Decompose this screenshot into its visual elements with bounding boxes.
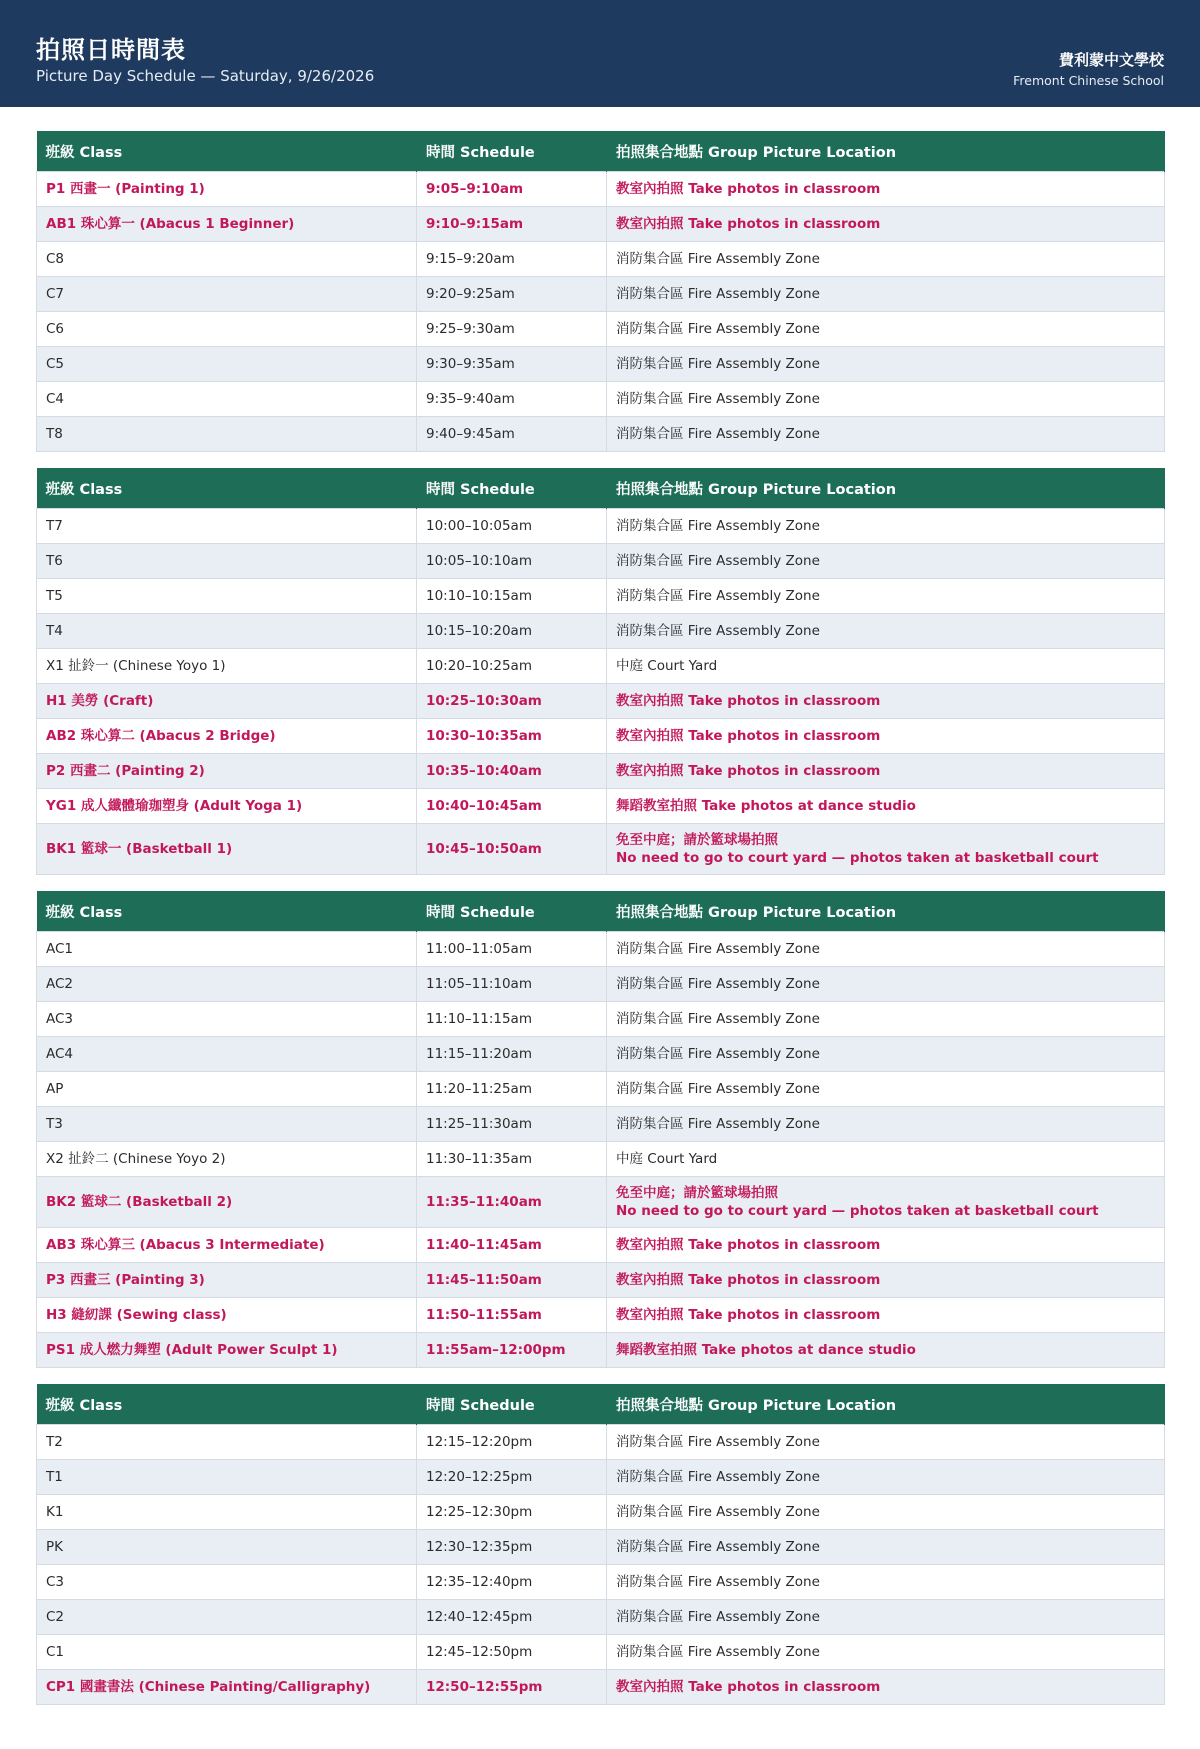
location-text: 消防集合區 Fire Assembly Zone xyxy=(616,1539,820,1555)
location-cell xyxy=(607,1425,1165,1460)
location-cell xyxy=(607,1107,1165,1142)
location-text: 消防集合區 Fire Assembly Zone xyxy=(616,1434,820,1450)
location-text: 消防集合區 Fire Assembly Zone xyxy=(616,518,820,534)
class-cell: C6 xyxy=(37,312,417,347)
time-cell: 11:40–11:45am xyxy=(417,1228,607,1263)
table-row xyxy=(37,1495,1165,1530)
location-cell xyxy=(607,242,1165,277)
class-cell: PS1 成人燃力舞塑 (Adult Power Sculpt 1) xyxy=(37,1333,417,1368)
table-row xyxy=(37,789,1165,824)
class-cell: C5 xyxy=(37,347,417,382)
location-text: 教室內拍照 Take photos in classroom xyxy=(616,1679,881,1695)
column-header-class: 班級 Class xyxy=(37,1384,417,1425)
column-header-schedule: 時間 Schedule xyxy=(417,891,607,932)
table-row xyxy=(37,1107,1165,1142)
class-cell: H3 縫紉課 (Sewing class) xyxy=(37,1298,417,1333)
time-cell: 11:45–11:50am xyxy=(417,1263,607,1298)
location-text: 消防集合區 Fire Assembly Zone xyxy=(616,1011,820,1027)
time-cell: 11:05–11:10am xyxy=(417,967,607,1002)
location-note: No need to go to court yard — photos taken at basketball court xyxy=(616,850,1099,866)
table-row xyxy=(37,684,1165,719)
location-cell xyxy=(607,719,1165,754)
time-cell: 9:05–9:10am xyxy=(417,172,607,207)
class-cell: T5 xyxy=(37,579,417,614)
table-row xyxy=(37,967,1165,1002)
class-cell: C1 xyxy=(37,1635,417,1670)
location-cell xyxy=(607,1228,1165,1263)
location-cell xyxy=(607,1298,1165,1333)
class-cell: T4 xyxy=(37,614,417,649)
table-row xyxy=(37,1228,1165,1263)
location-cell xyxy=(607,544,1165,579)
class-cell: AB2 珠心算二 (Abacus 2 Bridge) xyxy=(37,719,417,754)
column-header-schedule: 時間 Schedule xyxy=(417,1384,607,1425)
class-cell: T6 xyxy=(37,544,417,579)
column-header-location: 拍照集合地點 Group Picture Location xyxy=(607,468,1165,509)
table-row xyxy=(37,1530,1165,1565)
table-header-row xyxy=(37,891,1165,932)
location-cell xyxy=(607,1142,1165,1177)
table-row xyxy=(37,579,1165,614)
table-row xyxy=(37,1635,1165,1670)
table-row xyxy=(37,1670,1165,1705)
time-cell: 10:20–10:25am xyxy=(417,649,607,684)
column-header-class: 班級 Class xyxy=(37,891,417,932)
location-cell xyxy=(607,579,1165,614)
time-cell: 10:40–10:45am xyxy=(417,789,607,824)
class-cell: AB1 珠心算一 (Abacus 1 Beginner) xyxy=(37,207,417,242)
class-cell: C8 xyxy=(37,242,417,277)
time-cell: 12:20–12:25pm xyxy=(417,1460,607,1495)
time-cell: 11:35–11:40am xyxy=(417,1177,607,1228)
location-cell xyxy=(607,1460,1165,1495)
table-row xyxy=(37,277,1165,312)
school-name-zh: 費利蒙中文學校 xyxy=(1058,51,1164,69)
table-row xyxy=(37,1460,1165,1495)
location-cell xyxy=(607,509,1165,544)
location-text: 消防集合區 Fire Assembly Zone xyxy=(616,1504,820,1520)
schedule-table xyxy=(36,1384,1165,1705)
schedule-tables xyxy=(36,131,1164,1721)
location-text: 消防集合區 Fire Assembly Zone xyxy=(616,553,820,569)
location-cell xyxy=(607,754,1165,789)
location-text: 消防集合區 Fire Assembly Zone xyxy=(616,1081,820,1097)
table-row xyxy=(37,1037,1165,1072)
location-cell xyxy=(607,277,1165,312)
table-row xyxy=(37,1002,1165,1037)
time-cell: 9:35–9:40am xyxy=(417,382,607,417)
location-text: 免至中庭；請於籃球場拍照 xyxy=(616,832,778,848)
class-cell: AP xyxy=(37,1072,417,1107)
location-cell xyxy=(607,649,1165,684)
schedule-table xyxy=(36,891,1165,1368)
class-cell: P2 西畫二 (Painting 2) xyxy=(37,754,417,789)
table-row xyxy=(37,614,1165,649)
location-text: 消防集合區 Fire Assembly Zone xyxy=(616,1116,820,1132)
class-cell: K1 xyxy=(37,1495,417,1530)
class-cell: P1 西畫一 (Painting 1) xyxy=(37,172,417,207)
class-cell: YG1 成人纖體瑜珈塑身 (Adult Yoga 1) xyxy=(37,789,417,824)
location-cell xyxy=(607,1072,1165,1107)
class-cell: P3 西畫三 (Painting 3) xyxy=(37,1263,417,1298)
table-row xyxy=(37,1298,1165,1333)
time-cell: 10:35–10:40am xyxy=(417,754,607,789)
class-cell: X2 扯鈴二 (Chinese Yoyo 2) xyxy=(37,1142,417,1177)
location-text: 消防集合區 Fire Assembly Zone xyxy=(616,976,820,992)
time-cell: 9:20–9:25am xyxy=(417,277,607,312)
time-cell: 10:00–10:05am xyxy=(417,509,607,544)
location-text: 教室內拍照 Take photos in classroom xyxy=(616,181,881,197)
location-cell xyxy=(607,824,1165,875)
table-row xyxy=(37,207,1165,242)
time-cell: 9:25–9:30am xyxy=(417,312,607,347)
page-title: 拍照日時間表 xyxy=(36,36,186,64)
location-text: 教室內拍照 Take photos in classroom xyxy=(616,1237,881,1253)
class-cell: T1 xyxy=(37,1460,417,1495)
time-cell: 12:45–12:50pm xyxy=(417,1635,607,1670)
time-cell: 10:25–10:30am xyxy=(417,684,607,719)
class-cell: BK1 籃球一 (Basketball 1) xyxy=(37,824,417,875)
time-cell: 12:40–12:45pm xyxy=(417,1600,607,1635)
location-cell xyxy=(607,1263,1165,1298)
time-cell: 12:50–12:55pm xyxy=(417,1670,607,1705)
location-text: 教室內拍照 Take photos in classroom xyxy=(616,693,881,709)
class-cell: T3 xyxy=(37,1107,417,1142)
class-cell: CP1 國畫書法 (Chinese Painting/Calligraphy) xyxy=(37,1670,417,1705)
location-text: 教室內拍照 Take photos in classroom xyxy=(616,1272,881,1288)
location-text: 教室內拍照 Take photos in classroom xyxy=(616,1307,881,1323)
location-text: 消防集合區 Fire Assembly Zone xyxy=(616,941,820,957)
location-text: 消防集合區 Fire Assembly Zone xyxy=(616,623,820,639)
time-cell: 11:25–11:30am xyxy=(417,1107,607,1142)
time-cell: 9:40–9:45am xyxy=(417,417,607,452)
table-row xyxy=(37,1072,1165,1107)
page-subtitle: Picture Day Schedule — Saturday, 9/26/2026 xyxy=(36,67,375,85)
class-cell: PK xyxy=(37,1530,417,1565)
class-cell: C3 xyxy=(37,1565,417,1600)
location-cell xyxy=(607,172,1165,207)
time-cell: 12:15–12:20pm xyxy=(417,1425,607,1460)
location-text: 消防集合區 Fire Assembly Zone xyxy=(616,1609,820,1625)
location-text: 消防集合區 Fire Assembly Zone xyxy=(616,1469,820,1485)
location-text: 舞蹈教室拍照 Take photos at dance studio xyxy=(616,1342,916,1358)
location-text: 中庭 Court Yard xyxy=(616,658,718,674)
page-header xyxy=(0,0,1200,107)
location-text: 消防集合區 Fire Assembly Zone xyxy=(616,391,820,407)
table-row xyxy=(37,649,1165,684)
time-cell: 11:30–11:35am xyxy=(417,1142,607,1177)
table-row xyxy=(37,1565,1165,1600)
column-header-location: 拍照集合地點 Group Picture Location xyxy=(607,1384,1165,1425)
time-cell: 11:15–11:20am xyxy=(417,1037,607,1072)
column-header-location: 拍照集合地點 Group Picture Location xyxy=(607,131,1165,172)
table-row xyxy=(37,1600,1165,1635)
table-header-row xyxy=(37,131,1165,172)
time-cell: 10:45–10:50am xyxy=(417,824,607,875)
table-row xyxy=(37,1142,1165,1177)
location-cell xyxy=(607,1495,1165,1530)
location-text: 消防集合區 Fire Assembly Zone xyxy=(616,426,820,442)
table-row xyxy=(37,347,1165,382)
table-header-row xyxy=(37,1384,1165,1425)
school-name xyxy=(1013,49,1164,88)
table-row xyxy=(37,312,1165,347)
location-text: 中庭 Court Yard xyxy=(616,1151,718,1167)
table-row xyxy=(37,824,1165,875)
table-row xyxy=(37,417,1165,452)
table-row xyxy=(37,1263,1165,1298)
class-cell: C2 xyxy=(37,1600,417,1635)
table-row xyxy=(37,509,1165,544)
location-note: No need to go to court yard — photos taken at basketball court xyxy=(616,1203,1099,1219)
location-cell xyxy=(607,1037,1165,1072)
table-row xyxy=(37,172,1165,207)
location-cell xyxy=(607,967,1165,1002)
location-cell xyxy=(607,417,1165,452)
class-cell: X1 扯鈴一 (Chinese Yoyo 1) xyxy=(37,649,417,684)
table-row xyxy=(37,1177,1165,1228)
school-name-en: Fremont Chinese School xyxy=(1013,73,1164,88)
location-cell xyxy=(607,1333,1165,1368)
column-header-schedule: 時間 Schedule xyxy=(417,468,607,509)
location-text: 消防集合區 Fire Assembly Zone xyxy=(616,588,820,604)
time-cell: 11:55am–12:00pm xyxy=(417,1333,607,1368)
location-cell xyxy=(607,789,1165,824)
time-cell: 11:20–11:25am xyxy=(417,1072,607,1107)
location-cell xyxy=(607,1670,1165,1705)
column-header-location: 拍照集合地點 Group Picture Location xyxy=(607,891,1165,932)
time-cell: 11:00–11:05am xyxy=(417,932,607,967)
location-text: 消防集合區 Fire Assembly Zone xyxy=(616,1644,820,1660)
location-text: 教室內拍照 Take photos in classroom xyxy=(616,216,881,232)
location-text: 消防集合區 Fire Assembly Zone xyxy=(616,1574,820,1590)
location-text: 舞蹈教室拍照 Take photos at dance studio xyxy=(616,798,916,814)
time-cell: 9:10–9:15am xyxy=(417,207,607,242)
location-cell xyxy=(607,1002,1165,1037)
class-cell: H1 美勞 (Craft) xyxy=(37,684,417,719)
location-text: 消防集合區 Fire Assembly Zone xyxy=(616,356,820,372)
location-text: 消防集合區 Fire Assembly Zone xyxy=(616,1046,820,1062)
location-text: 教室內拍照 Take photos in classroom xyxy=(616,763,881,779)
time-cell: 10:30–10:35am xyxy=(417,719,607,754)
class-cell: C7 xyxy=(37,277,417,312)
location-text: 消防集合區 Fire Assembly Zone xyxy=(616,321,820,337)
time-cell: 9:30–9:35am xyxy=(417,347,607,382)
schedule-table xyxy=(36,131,1165,452)
time-cell: 10:15–10:20am xyxy=(417,614,607,649)
time-cell: 11:10–11:15am xyxy=(417,1002,607,1037)
location-cell xyxy=(607,207,1165,242)
class-cell: BK2 籃球二 (Basketball 2) xyxy=(37,1177,417,1228)
time-cell: 11:50–11:55am xyxy=(417,1298,607,1333)
class-cell: AC4 xyxy=(37,1037,417,1072)
location-text: 消防集合區 Fire Assembly Zone xyxy=(616,286,820,302)
table-row xyxy=(37,932,1165,967)
class-cell: C4 xyxy=(37,382,417,417)
time-cell: 10:10–10:15am xyxy=(417,579,607,614)
location-text: 消防集合區 Fire Assembly Zone xyxy=(616,251,820,267)
table-row xyxy=(37,242,1165,277)
location-cell xyxy=(607,932,1165,967)
class-cell: AC1 xyxy=(37,932,417,967)
class-cell: T7 xyxy=(37,509,417,544)
table-row xyxy=(37,754,1165,789)
location-text: 免至中庭；請於籃球場拍照 xyxy=(616,1185,778,1201)
table-row xyxy=(37,1333,1165,1368)
table-row xyxy=(37,1425,1165,1460)
table-header-row xyxy=(37,468,1165,509)
location-cell xyxy=(607,1565,1165,1600)
time-cell: 12:25–12:30pm xyxy=(417,1495,607,1530)
class-cell: T2 xyxy=(37,1425,417,1460)
location-text: 教室內拍照 Take photos in classroom xyxy=(616,728,881,744)
schedule-table xyxy=(36,468,1165,875)
location-cell xyxy=(607,1635,1165,1670)
location-cell xyxy=(607,1177,1165,1228)
location-cell xyxy=(607,614,1165,649)
class-cell: AC2 xyxy=(37,967,417,1002)
table-row xyxy=(37,719,1165,754)
class-cell: T8 xyxy=(37,417,417,452)
time-cell: 9:15–9:20am xyxy=(417,242,607,277)
location-cell xyxy=(607,347,1165,382)
table-row xyxy=(37,382,1165,417)
location-cell xyxy=(607,1600,1165,1635)
location-cell xyxy=(607,382,1165,417)
column-header-schedule: 時間 Schedule xyxy=(417,131,607,172)
class-cell: AC3 xyxy=(37,1002,417,1037)
column-header-class: 班級 Class xyxy=(37,468,417,509)
time-cell: 10:05–10:10am xyxy=(417,544,607,579)
location-cell xyxy=(607,312,1165,347)
column-header-class: 班級 Class xyxy=(37,131,417,172)
time-cell: 12:35–12:40pm xyxy=(417,1565,607,1600)
time-cell: 12:30–12:35pm xyxy=(417,1530,607,1565)
location-cell xyxy=(607,684,1165,719)
table-row xyxy=(37,544,1165,579)
location-cell xyxy=(607,1530,1165,1565)
class-cell: AB3 珠心算三 (Abacus 3 Intermediate) xyxy=(37,1228,417,1263)
